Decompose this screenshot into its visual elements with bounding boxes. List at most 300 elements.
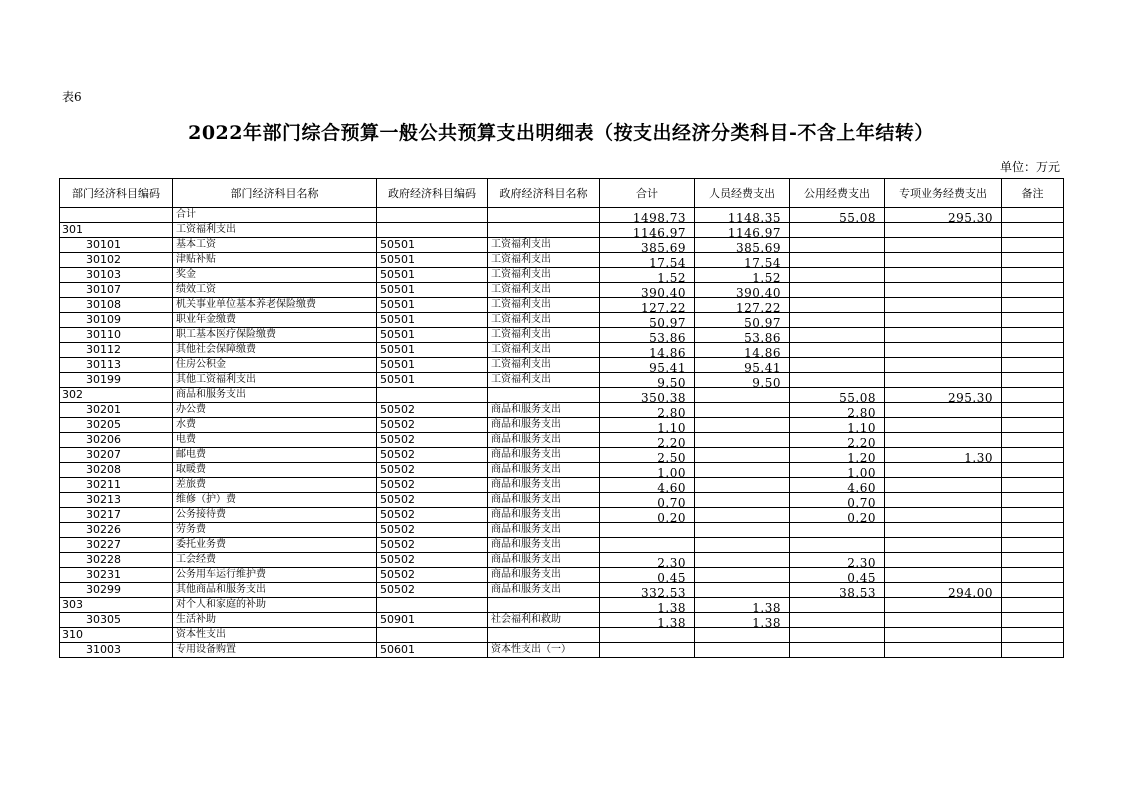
cell-remarks	[1002, 373, 1064, 388]
cell-remarks	[1002, 478, 1064, 493]
cell-dept-name: 其他社会保障缴费	[173, 343, 377, 358]
cell-gov-name: 资本性支出（一）	[488, 643, 600, 658]
cell-gov-code: 50501	[377, 358, 488, 373]
cell-personnel	[695, 343, 790, 358]
cell-value: 350.38	[641, 391, 686, 403]
header-special: 专项业务经费支出	[885, 179, 1002, 208]
cell-dept-name: 奖金	[173, 268, 377, 283]
cell-dept-code: 30199	[60, 373, 173, 388]
cell-public	[790, 538, 885, 553]
cell-gov-name: 商品和服务支出	[488, 583, 600, 598]
cell-total	[600, 493, 695, 508]
cell-gov-name: 工资福利支出	[488, 313, 600, 328]
cell-gov-code: 50501	[377, 313, 488, 328]
cell-remarks	[1002, 433, 1064, 448]
cell-remarks	[1002, 598, 1064, 613]
cell-dept-code: 310	[60, 628, 173, 643]
cell-total	[600, 268, 695, 283]
header-total: 合计	[600, 179, 695, 208]
cell-total	[600, 463, 695, 478]
cell-total	[600, 238, 695, 253]
cell-value: 1.38	[657, 616, 686, 628]
cell-total	[600, 418, 695, 433]
cell-gov-code: 50502	[377, 433, 488, 448]
cell-personnel	[695, 358, 790, 373]
cell-remarks	[1002, 208, 1064, 223]
cell-special	[885, 433, 1002, 448]
cell-total	[600, 358, 695, 373]
cell-dept-code: 30213	[60, 493, 173, 508]
cell-remarks	[1002, 268, 1064, 283]
cell-remarks	[1002, 493, 1064, 508]
cell-dept-code: 302	[60, 388, 173, 403]
cell-personnel	[695, 283, 790, 298]
cell-public	[790, 253, 885, 268]
cell-remarks	[1002, 568, 1064, 583]
cell-remarks	[1002, 403, 1064, 418]
cell-gov-name: 商品和服务支出	[488, 433, 600, 448]
cell-dept-name: 其他工资福利支出	[173, 373, 377, 388]
cell-remarks	[1002, 388, 1064, 403]
cell-value: 9.50	[752, 376, 781, 388]
cell-dept-code: 30107	[60, 283, 173, 298]
cell-total	[600, 253, 695, 268]
table-row	[60, 418, 1064, 433]
cell-total	[600, 598, 695, 613]
cell-public	[790, 433, 885, 448]
cell-public	[790, 628, 885, 643]
cell-special	[885, 643, 1002, 658]
cell-value: 0.45	[847, 571, 876, 583]
cell-remarks	[1002, 553, 1064, 568]
cell-gov-code: 50502	[377, 583, 488, 598]
cell-remarks	[1002, 508, 1064, 523]
cell-value: 53.86	[649, 331, 686, 343]
cell-value: 1.00	[847, 466, 876, 478]
cell-personnel	[695, 643, 790, 658]
cell-total	[600, 613, 695, 628]
cell-personnel	[695, 538, 790, 553]
table-row	[60, 643, 1064, 658]
cell-value: 1.00	[657, 466, 686, 478]
cell-value: 385.69	[736, 241, 781, 253]
cell-gov-code: 50502	[377, 508, 488, 523]
cell-public	[790, 388, 885, 403]
table-row	[60, 523, 1064, 538]
cell-public	[790, 223, 885, 238]
table-row	[60, 463, 1064, 478]
cell-gov-name	[488, 388, 600, 403]
table-row	[60, 553, 1064, 568]
cell-value: 127.22	[736, 301, 781, 313]
cell-public	[790, 373, 885, 388]
cell-dept-name: 公务用车运行维护费	[173, 568, 377, 583]
cell-remarks	[1002, 328, 1064, 343]
cell-gov-code	[377, 598, 488, 613]
cell-public	[790, 643, 885, 658]
cell-total	[600, 508, 695, 523]
cell-gov-code: 50501	[377, 328, 488, 343]
cell-special	[885, 283, 1002, 298]
cell-gov-code: 50501	[377, 373, 488, 388]
cell-public	[790, 283, 885, 298]
cell-gov-name	[488, 223, 600, 238]
cell-remarks	[1002, 283, 1064, 298]
cell-special	[885, 358, 1002, 373]
cell-personnel	[695, 508, 790, 523]
cell-value: 0.70	[657, 496, 686, 508]
cell-gov-name: 商品和服务支出	[488, 418, 600, 433]
cell-gov-name: 工资福利支出	[488, 343, 600, 358]
cell-dept-code: 30205	[60, 418, 173, 433]
cell-public	[790, 238, 885, 253]
cell-dept-name: 住房公积金	[173, 358, 377, 373]
cell-gov-code: 50901	[377, 613, 488, 628]
cell-gov-name: 商品和服务支出	[488, 538, 600, 553]
cell-total	[600, 433, 695, 448]
cell-value: 2.20	[657, 436, 686, 448]
cell-public	[790, 478, 885, 493]
cell-total	[600, 343, 695, 358]
cell-dept-name: 绩效工资	[173, 283, 377, 298]
cell-gov-code	[377, 628, 488, 643]
cell-public	[790, 268, 885, 283]
cell-value: 4.60	[847, 481, 876, 493]
cell-value: 1.20	[847, 451, 876, 463]
cell-special	[885, 493, 1002, 508]
cell-value: 53.86	[744, 331, 781, 343]
cell-dept-name: 办公费	[173, 403, 377, 418]
cell-dept-name: 邮电费	[173, 448, 377, 463]
cell-personnel	[695, 463, 790, 478]
cell-dept-name: 公务接待费	[173, 508, 377, 523]
cell-personnel	[695, 223, 790, 238]
cell-special	[885, 298, 1002, 313]
table-row	[60, 298, 1064, 313]
cell-public	[790, 598, 885, 613]
cell-gov-code: 50502	[377, 403, 488, 418]
table-row	[60, 613, 1064, 628]
cell-special	[885, 343, 1002, 358]
cell-dept-name: 合计	[173, 208, 377, 223]
header-gov-name: 政府经济科目名称	[488, 179, 600, 208]
cell-public	[790, 613, 885, 628]
cell-dept-name: 水费	[173, 418, 377, 433]
cell-dept-name: 对个人和家庭的补助	[173, 598, 377, 613]
cell-total	[600, 628, 695, 643]
cell-remarks	[1002, 538, 1064, 553]
unit-label: 单位：万元	[999, 160, 1060, 174]
cell-special	[885, 253, 1002, 268]
cell-dept-code: 30101	[60, 238, 173, 253]
cell-personnel	[695, 523, 790, 538]
cell-public	[790, 343, 885, 358]
cell-remarks	[1002, 448, 1064, 463]
cell-value: 2.30	[657, 556, 686, 568]
table-row	[60, 448, 1064, 463]
cell-value: 2.80	[847, 406, 876, 418]
cell-gov-code: 50502	[377, 418, 488, 433]
cell-remarks	[1002, 418, 1064, 433]
cell-dept-code: 30108	[60, 298, 173, 313]
cell-public	[790, 358, 885, 373]
cell-value: 0.20	[657, 511, 686, 523]
cell-gov-code	[377, 223, 488, 238]
cell-remarks	[1002, 643, 1064, 658]
cell-dept-name: 职业年金缴费	[173, 313, 377, 328]
cell-total	[600, 553, 695, 568]
cell-total	[600, 328, 695, 343]
cell-value: 1498.73	[632, 211, 686, 223]
cell-dept-code: 30109	[60, 313, 173, 328]
cell-dept-name: 差旅费	[173, 478, 377, 493]
table-row	[60, 223, 1064, 238]
cell-public	[790, 583, 885, 598]
cell-special	[885, 208, 1002, 223]
cell-value: 385.69	[641, 241, 686, 253]
cell-gov-code: 50502	[377, 553, 488, 568]
cell-dept-name: 专用设备购置	[173, 643, 377, 658]
cell-special	[885, 418, 1002, 433]
cell-dept-code: 30207	[60, 448, 173, 463]
cell-dept-code: 30112	[60, 343, 173, 358]
cell-value: 1.52	[752, 271, 781, 283]
table-row	[60, 583, 1064, 598]
cell-total	[600, 373, 695, 388]
cell-total	[600, 298, 695, 313]
table-row	[60, 253, 1064, 268]
cell-total	[600, 208, 695, 223]
table-row	[60, 403, 1064, 418]
header-gov-code: 政府经济科目编码	[377, 179, 488, 208]
cell-value: 1.38	[752, 616, 781, 628]
cell-value: 1.38	[752, 601, 781, 613]
cell-personnel	[695, 448, 790, 463]
cell-value: 332.53	[641, 586, 686, 598]
header-remarks: 备注	[1002, 179, 1064, 208]
cell-dept-name: 商品和服务支出	[173, 388, 377, 403]
cell-special	[885, 268, 1002, 283]
cell-personnel	[695, 313, 790, 328]
table-row	[60, 238, 1064, 253]
cell-total	[600, 568, 695, 583]
cell-remarks	[1002, 583, 1064, 598]
cell-gov-name: 工资福利支出	[488, 373, 600, 388]
cell-remarks	[1002, 253, 1064, 268]
cell-special	[885, 403, 1002, 418]
cell-personnel	[695, 478, 790, 493]
cell-gov-name: 工资福利支出	[488, 283, 600, 298]
cell-gov-name: 商品和服务支出	[488, 448, 600, 463]
cell-dept-name: 机关事业单位基本养老保险缴费	[173, 298, 377, 313]
cell-total	[600, 313, 695, 328]
cell-dept-name: 电费	[173, 433, 377, 448]
cell-value: 294.00	[948, 586, 993, 598]
cell-gov-name: 商品和服务支出	[488, 478, 600, 493]
cell-dept-name: 维修（护）费	[173, 493, 377, 508]
cell-value: 50.97	[649, 316, 686, 328]
table-row	[60, 208, 1064, 223]
cell-public	[790, 403, 885, 418]
cell-personnel	[695, 598, 790, 613]
cell-special	[885, 523, 1002, 538]
cell-dept-code: 30208	[60, 463, 173, 478]
cell-gov-name: 商品和服务支出	[488, 508, 600, 523]
cell-gov-code: 50501	[377, 238, 488, 253]
cell-special	[885, 373, 1002, 388]
cell-special	[885, 478, 1002, 493]
cell-value: 50.97	[744, 316, 781, 328]
cell-gov-code: 50501	[377, 268, 488, 283]
header-personnel: 人员经费支出	[695, 179, 790, 208]
cell-remarks	[1002, 343, 1064, 358]
cell-value: 55.08	[839, 211, 876, 223]
cell-gov-code: 50502	[377, 538, 488, 553]
cell-special	[885, 598, 1002, 613]
table-row	[60, 343, 1064, 358]
cell-dept-code: 30201	[60, 403, 173, 418]
cell-value: 1.10	[657, 421, 686, 433]
cell-personnel	[695, 298, 790, 313]
table-row	[60, 268, 1064, 283]
cell-value: 295.30	[948, 391, 993, 403]
cell-personnel	[695, 418, 790, 433]
cell-total	[600, 283, 695, 298]
table-row	[60, 628, 1064, 643]
cell-value: 2.80	[657, 406, 686, 418]
cell-total	[600, 478, 695, 493]
cell-gov-name	[488, 598, 600, 613]
cell-value: 1.30	[964, 451, 993, 463]
cell-personnel	[695, 238, 790, 253]
cell-dept-code: 30227	[60, 538, 173, 553]
cell-public	[790, 448, 885, 463]
cell-total	[600, 583, 695, 598]
cell-special	[885, 508, 1002, 523]
cell-value: 0.45	[657, 571, 686, 583]
cell-value: 127.22	[641, 301, 686, 313]
cell-dept-name: 劳务费	[173, 523, 377, 538]
header-public: 公用经费支出	[790, 179, 885, 208]
cell-personnel	[695, 583, 790, 598]
cell-dept-name: 资本性支出	[173, 628, 377, 643]
cell-gov-code	[377, 388, 488, 403]
cell-dept-code: 30217	[60, 508, 173, 523]
cell-public	[790, 298, 885, 313]
cell-special	[885, 553, 1002, 568]
cell-personnel	[695, 553, 790, 568]
cell-value: 390.40	[736, 286, 781, 298]
cell-gov-name: 工资福利支出	[488, 253, 600, 268]
cell-remarks	[1002, 223, 1064, 238]
table-number-label: 表6	[62, 90, 82, 104]
cell-total	[600, 223, 695, 238]
table-row	[60, 283, 1064, 298]
cell-total	[600, 538, 695, 553]
cell-personnel	[695, 388, 790, 403]
cell-dept-code: 30228	[60, 553, 173, 568]
cell-dept-code: 31003	[60, 643, 173, 658]
cell-value: 14.86	[744, 346, 781, 358]
table-row	[60, 388, 1064, 403]
header-dept-code: 部门经济科目编码	[60, 179, 173, 208]
page-title: 2022年部门综合预算一般公共预算支出明细表（按支出经济分类科目-不含上年结转）	[188, 122, 934, 144]
cell-value: 1.10	[847, 421, 876, 433]
cell-personnel	[695, 568, 790, 583]
cell-personnel	[695, 433, 790, 448]
cell-dept-code: 30231	[60, 568, 173, 583]
cell-value: 0.70	[847, 496, 876, 508]
cell-personnel	[695, 613, 790, 628]
cell-value: 2.50	[657, 451, 686, 463]
cell-dept-code: 301	[60, 223, 173, 238]
cell-value: 38.53	[839, 586, 876, 598]
cell-total	[600, 403, 695, 418]
cell-remarks	[1002, 463, 1064, 478]
cell-gov-name	[488, 208, 600, 223]
cell-public	[790, 313, 885, 328]
cell-gov-name: 商品和服务支出	[488, 568, 600, 583]
cell-dept-code: 30305	[60, 613, 173, 628]
cell-dept-name: 生活补助	[173, 613, 377, 628]
cell-value: 55.08	[839, 391, 876, 403]
cell-special	[885, 388, 1002, 403]
expenditure-table	[59, 178, 1064, 658]
cell-gov-name: 工资福利支出	[488, 298, 600, 313]
cell-special	[885, 313, 1002, 328]
cell-remarks	[1002, 313, 1064, 328]
cell-special	[885, 448, 1002, 463]
cell-dept-name: 津贴补贴	[173, 253, 377, 268]
cell-gov-code: 50501	[377, 253, 488, 268]
cell-remarks	[1002, 628, 1064, 643]
cell-value: 1148.35	[727, 211, 781, 223]
cell-dept-name: 工资福利支出	[173, 223, 377, 238]
cell-value: 95.41	[744, 361, 781, 373]
cell-value: 295.30	[948, 211, 993, 223]
cell-special	[885, 538, 1002, 553]
cell-public	[790, 328, 885, 343]
cell-value: 390.40	[641, 286, 686, 298]
cell-special	[885, 628, 1002, 643]
cell-gov-code: 50601	[377, 643, 488, 658]
table-row	[60, 328, 1064, 343]
cell-dept-code: 30103	[60, 268, 173, 283]
cell-personnel	[695, 253, 790, 268]
cell-dept-code: 30102	[60, 253, 173, 268]
cell-gov-name	[488, 628, 600, 643]
cell-gov-code: 50502	[377, 478, 488, 493]
cell-personnel	[695, 208, 790, 223]
cell-special	[885, 568, 1002, 583]
cell-personnel	[695, 628, 790, 643]
cell-dept-name: 职工基本医疗保险缴费	[173, 328, 377, 343]
cell-value: 2.30	[847, 556, 876, 568]
cell-personnel	[695, 403, 790, 418]
cell-value: 1146.97	[727, 226, 781, 238]
cell-gov-name: 工资福利支出	[488, 268, 600, 283]
table-row	[60, 568, 1064, 583]
cell-gov-code: 50501	[377, 298, 488, 313]
table-header-row	[60, 179, 1064, 208]
cell-dept-name: 工会经费	[173, 553, 377, 568]
cell-public	[790, 493, 885, 508]
cell-dept-code: 30299	[60, 583, 173, 598]
table-row	[60, 433, 1064, 448]
table-row	[60, 538, 1064, 553]
cell-value: 95.41	[649, 361, 686, 373]
cell-dept-name: 其他商品和服务支出	[173, 583, 377, 598]
